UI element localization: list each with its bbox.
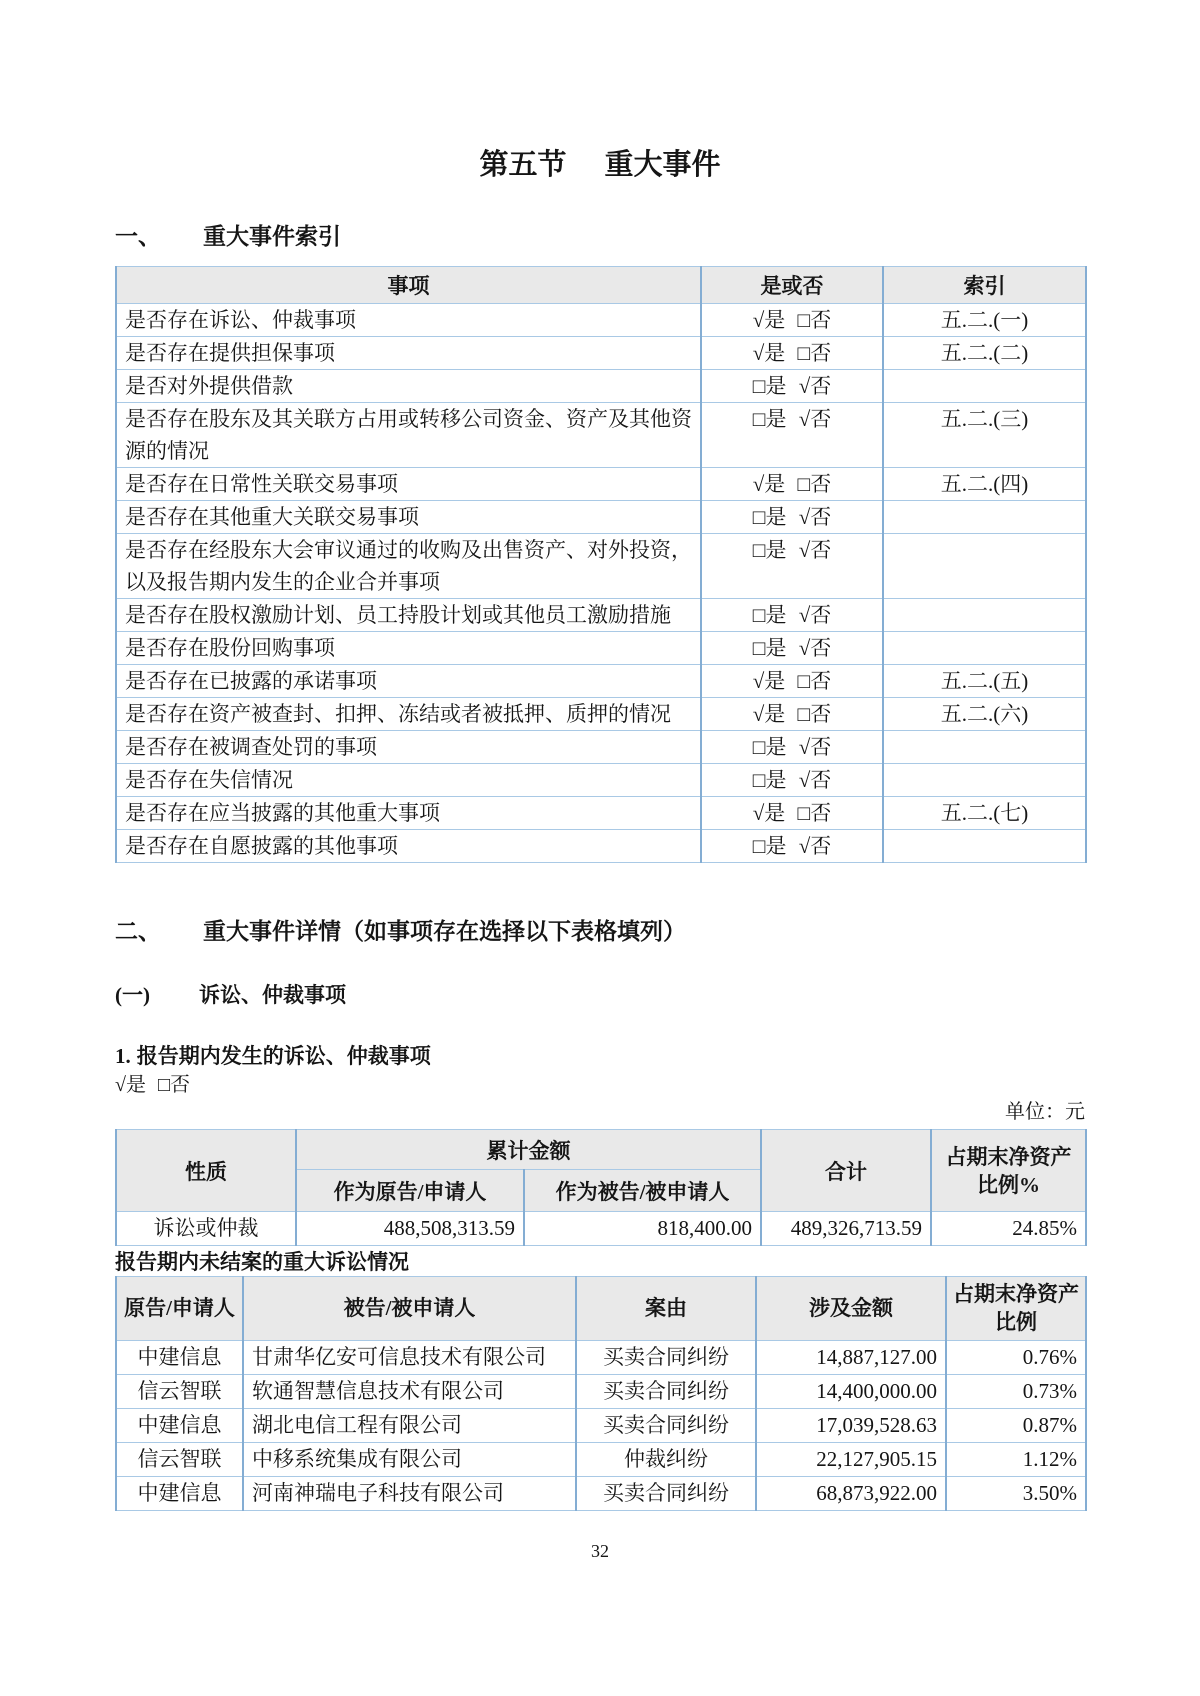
pending-litigation-table — [115, 1276, 1087, 1511]
col-header-amount-involved: 涉及金额 — [756, 1277, 946, 1341]
page-title-text: 重大事件 — [604, 149, 721, 181]
defendant-cell: 湖北电信工程有限公司 — [243, 1409, 576, 1443]
col-header-nature: 性质 — [116, 1130, 296, 1212]
index-ref-cell: 五.二.(七) — [883, 797, 1086, 830]
plaintiff-cell: 信云智联 — [116, 1443, 243, 1477]
col-header-total: 合计 — [761, 1130, 931, 1212]
index-table-row — [116, 370, 1086, 403]
index-table-row — [116, 764, 1086, 797]
heading-text: 诉讼、仲裁事项 — [199, 983, 346, 1007]
index-table-header-row — [116, 267, 1086, 304]
item-cell: 是否存在资产被查封、扣押、冻结或者被抵押、质押的情况 — [116, 698, 701, 731]
as-defendant-amount-cell: 818,400.00 — [524, 1212, 761, 1246]
yes-no-cell: □是 √否 — [701, 501, 883, 534]
index-table-row — [116, 599, 1086, 632]
index-ref-cell — [883, 764, 1086, 797]
index-table-row — [116, 665, 1086, 698]
item-cell: 是否存在自愿披露的其他事项 — [116, 830, 701, 863]
index-ref-cell — [883, 501, 1086, 534]
amount-cell: 17,039,528.63 — [756, 1409, 946, 1443]
yes-no-cell: □是 √否 — [701, 632, 883, 665]
yes-no-cell: √是 □否 — [701, 797, 883, 830]
item-cell: 是否存在股份回购事项 — [116, 632, 701, 665]
index-table-row — [116, 830, 1086, 863]
index-table-row — [116, 403, 1086, 468]
major-events-index-table — [115, 266, 1087, 863]
index-table-row — [116, 698, 1086, 731]
defendant-cell: 甘肃华亿安可信息技术有限公司 — [243, 1341, 576, 1375]
item-cell: 是否存在经股东大会审议通过的收购及出售资产、对外投资，以及报告期内发生的企业合并事项 — [116, 534, 701, 599]
ratio-cell: 0.87% — [946, 1409, 1086, 1443]
col-header-cumulative-amount: 累计金额 — [296, 1130, 761, 1170]
item-cell: 是否存在失信情况 — [116, 764, 701, 797]
index-ref-cell — [883, 632, 1086, 665]
ratio-cell: 0.73% — [946, 1375, 1086, 1409]
heading-number: 1. — [115, 1044, 131, 1068]
pending-table-row — [116, 1443, 1086, 1477]
pending-table-row — [116, 1409, 1086, 1443]
summary-table-row — [116, 1212, 1086, 1246]
index-ref-cell — [883, 830, 1086, 863]
index-ref-cell: 五.二.(三) — [883, 403, 1086, 468]
index-ref-cell — [883, 370, 1086, 403]
cause-cell: 买卖合同纠纷 — [576, 1477, 756, 1511]
heading-major-events-index — [115, 222, 1085, 252]
col-header-net-asset-ratio — [946, 1277, 1086, 1341]
ratio-cell: 24.85% — [931, 1212, 1086, 1246]
cause-cell: 仲裁纠纷 — [576, 1443, 756, 1477]
heading-number: 二、 — [115, 919, 161, 944]
col-header-plaintiff: 原告/申请人 — [116, 1277, 243, 1341]
yes-no-cell: □是 √否 — [701, 534, 883, 599]
pending-table-row — [116, 1375, 1086, 1409]
index-table-row — [116, 304, 1086, 337]
defendant-cell: 中移系统集成有限公司 — [243, 1443, 576, 1477]
as-plaintiff-amount-cell: 488,508,313.59 — [296, 1212, 524, 1246]
pending-table-row — [116, 1477, 1086, 1511]
amount-cell: 68,873,922.00 — [756, 1477, 946, 1511]
col-header-index: 索引 — [883, 267, 1086, 304]
index-ref-cell — [883, 534, 1086, 599]
plaintiff-cell: 信云智联 — [116, 1375, 243, 1409]
yes-no-cell: √是 □否 — [701, 665, 883, 698]
index-ref-cell: 五.二.(五) — [883, 665, 1086, 698]
item-cell: 是否存在应当披露的其他重大事项 — [116, 797, 701, 830]
heading-number: 一、 — [115, 224, 161, 249]
cause-cell: 买卖合同纠纷 — [576, 1409, 756, 1443]
summary-table-header-row-1 — [116, 1130, 1086, 1170]
yes-no-cell: √是 □否 — [701, 304, 883, 337]
col-header-defendant: 被告/被申请人 — [243, 1277, 576, 1341]
index-ref-cell: 五.二.(一) — [883, 304, 1086, 337]
ratio-cell: 0.76% — [946, 1341, 1086, 1375]
item-cell: 是否存在其他重大关联交易事项 — [116, 501, 701, 534]
index-ref-cell: 五.二.(二) — [883, 337, 1086, 370]
heading-text: 重大事件详情（如事项存在选择以下表格填列） — [203, 919, 686, 944]
index-ref-cell: 五.二.(四) — [883, 468, 1086, 501]
item-cell: 是否存在股权激励计划、员工持股计划或其他员工激励措施 — [116, 599, 701, 632]
item-cell: 是否存在提供担保事项 — [116, 337, 701, 370]
pending-table-row — [116, 1341, 1086, 1375]
heading-litigation-arbitration — [115, 981, 1085, 1009]
defendant-cell: 软通智慧信息技术有限公司 — [243, 1375, 576, 1409]
heading-number: (一) — [115, 983, 150, 1007]
cause-cell: 买卖合同纠纷 — [576, 1341, 756, 1375]
defendant-cell: 河南神瑞电子科技有限公司 — [243, 1477, 576, 1511]
col-header-as-defendant: 作为被告/被申请人 — [524, 1170, 761, 1212]
index-table-row — [116, 468, 1086, 501]
pending-litigation-caption: 报告期内未结案的重大诉讼情况 — [115, 1250, 409, 1274]
ratio-cell: 1.12% — [946, 1443, 1086, 1477]
page-title-section-number: 第五节 — [479, 149, 567, 181]
yes-no-cell: □是 √否 — [701, 731, 883, 764]
cause-cell: 买卖合同纠纷 — [576, 1375, 756, 1409]
index-table-row — [116, 337, 1086, 370]
total-amount-cell: 489,326,713.59 — [761, 1212, 931, 1246]
item-cell: 是否存在日常性关联交易事项 — [116, 468, 701, 501]
col-header-cause: 案由 — [576, 1277, 756, 1341]
item-cell: 是否存在股东及其关联方占用或转移公司资金、资产及其他资源的情况 — [116, 403, 701, 468]
yes-no-answer-line: √是 □否 — [115, 1074, 191, 1096]
pending-table-header-row — [116, 1277, 1086, 1341]
col-header-net-asset-ratio-text: 占期末净资产比例% — [945, 1144, 1072, 1197]
litigation-summary-table — [115, 1129, 1087, 1246]
unit-label: 单位：元 — [1005, 1101, 1085, 1123]
index-table-row — [116, 731, 1086, 764]
index-table-row — [116, 632, 1086, 665]
index-ref-cell — [883, 599, 1086, 632]
plaintiff-cell: 中建信息 — [116, 1477, 243, 1511]
plaintiff-cell: 中建信息 — [116, 1409, 243, 1443]
nature-cell: 诉讼或仲裁 — [116, 1212, 296, 1246]
yes-no-cell: √是 □否 — [701, 468, 883, 501]
col-header-net-asset-ratio — [931, 1130, 1086, 1212]
plaintiff-cell: 中建信息 — [116, 1341, 243, 1375]
heading-major-events-detail — [115, 917, 1085, 947]
heading-litigation-occurred — [115, 1041, 1085, 1071]
col-header-net-asset-ratio-text: 占期末净资产比例 — [953, 1282, 1079, 1334]
col-header-yes-no: 是或否 — [701, 267, 883, 304]
yes-no-cell: □是 √否 — [701, 830, 883, 863]
yes-no-cell: □是 √否 — [701, 764, 883, 797]
yes-no-cell: □是 √否 — [701, 370, 883, 403]
ratio-cell: 3.50% — [946, 1477, 1086, 1511]
yes-no-cell: √是 □否 — [701, 337, 883, 370]
amount-cell: 14,400,000.00 — [756, 1375, 946, 1409]
page-title — [115, 148, 1085, 182]
index-ref-cell — [883, 731, 1086, 764]
yes-no-cell: √是 □否 — [701, 698, 883, 731]
amount-cell: 14,887,127.00 — [756, 1341, 946, 1375]
amount-cell: 22,127,905.15 — [756, 1443, 946, 1477]
item-cell: 是否存在已披露的承诺事项 — [116, 665, 701, 698]
index-table-row — [116, 797, 1086, 830]
item-cell: 是否存在被调查处罚的事项 — [116, 731, 701, 764]
item-cell: 是否对外提供借款 — [116, 370, 701, 403]
index-table-row — [116, 501, 1086, 534]
heading-text: 重大事件索引 — [203, 224, 341, 249]
page-number: 32 — [591, 1541, 609, 1561]
item-cell: 是否存在诉讼、仲裁事项 — [116, 304, 701, 337]
col-header-as-plaintiff: 作为原告/申请人 — [296, 1170, 524, 1212]
yes-no-cell: □是 √否 — [701, 599, 883, 632]
heading-text: 报告期内发生的诉讼、仲裁事项 — [136, 1044, 431, 1068]
yes-no-cell: □是 √否 — [701, 403, 883, 468]
index-table-row — [116, 534, 1086, 599]
col-header-item: 事项 — [116, 267, 701, 304]
index-ref-cell: 五.二.(六) — [883, 698, 1086, 731]
